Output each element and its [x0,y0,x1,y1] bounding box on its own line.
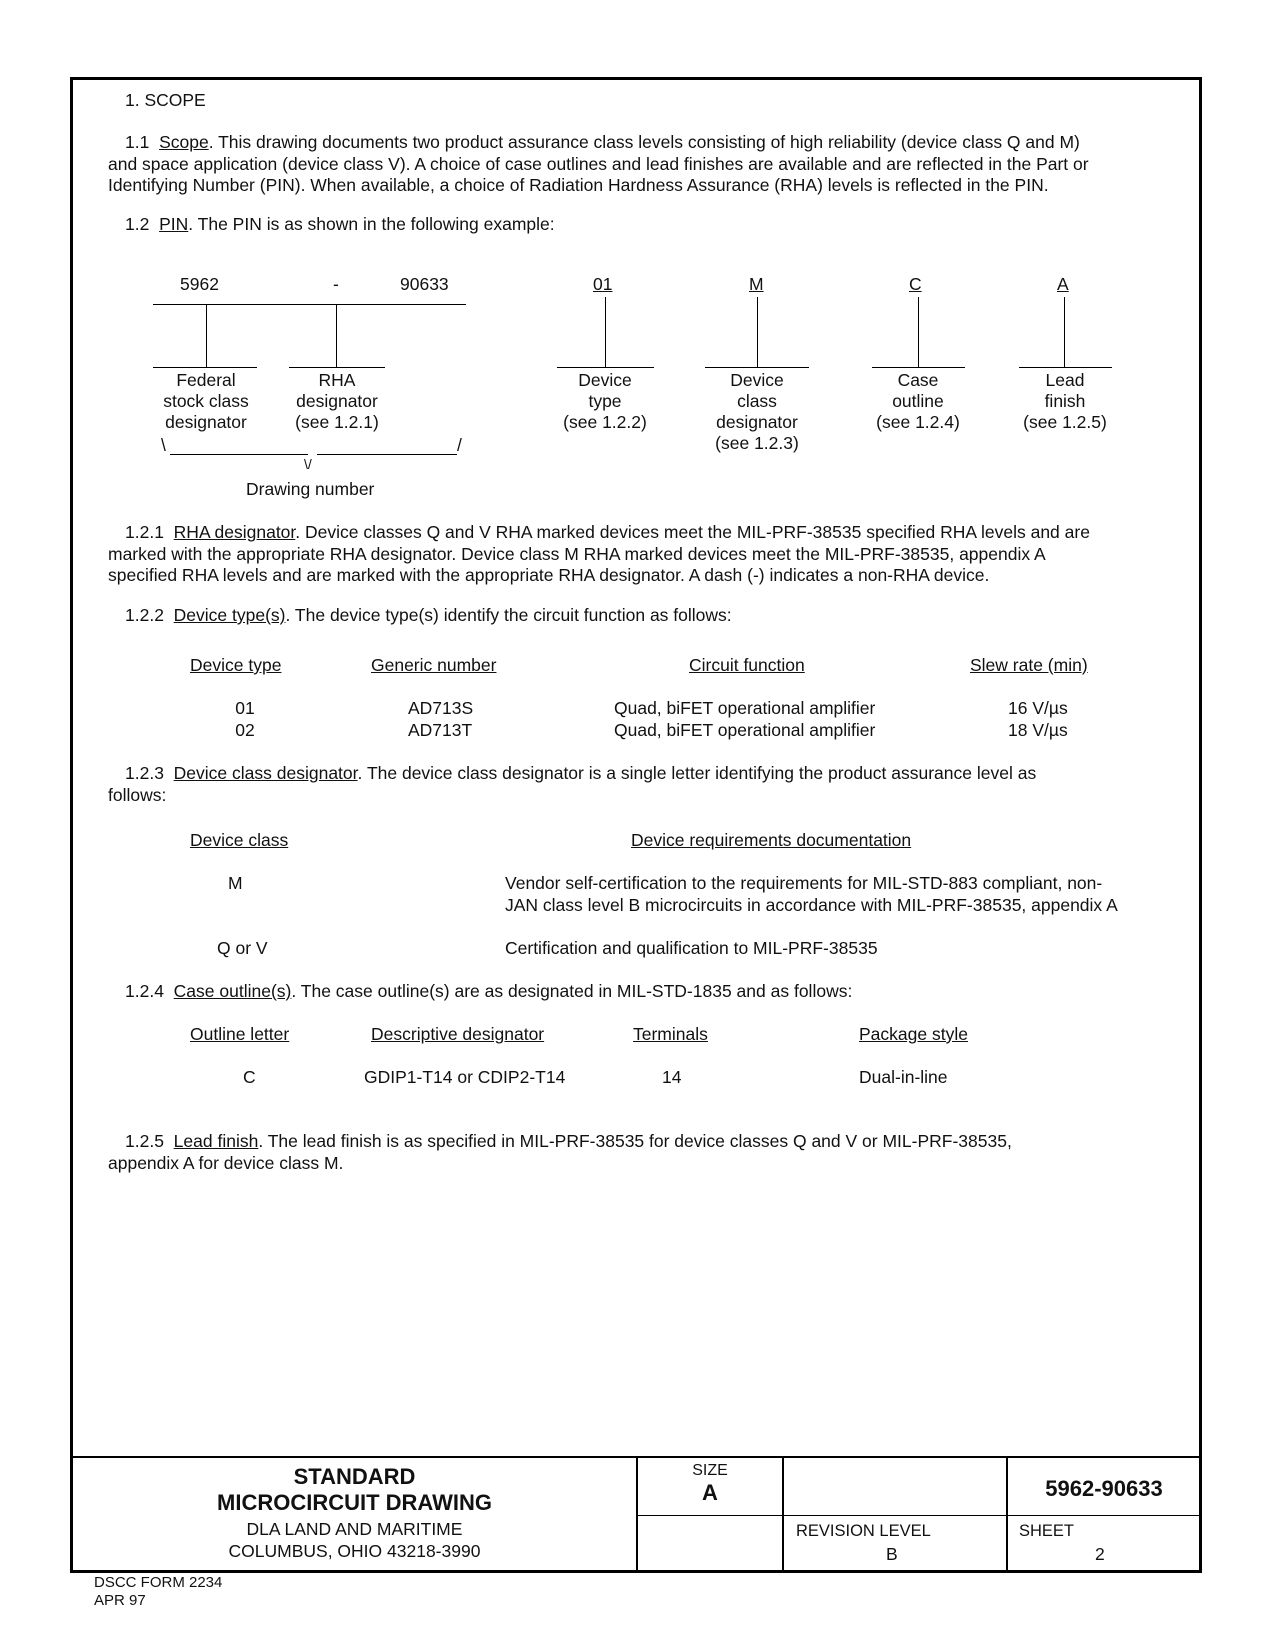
table-cell: Dual-in-line [859,1067,948,1087]
brace-point: \/ [304,456,312,472]
table-header: Descriptive designator [371,1024,545,1044]
label-bar [153,367,257,368]
table-header: Generic number [371,655,497,675]
connector-line [206,305,207,367]
para-text: . Device classes Q and V RHA marked devices meet the MIL-PRF-38535 specified RHA levels and are [295,522,1090,542]
table-cell: JAN class level B microcircuits in accordance with MIL-PRF-38535, appendix A [505,895,1118,915]
pin-drawing: 90633 [400,274,449,294]
table-header: Circuit function [689,655,805,675]
label-device-type: Device type (see 1.2.2) [563,370,647,432]
pin-case: C [909,274,922,294]
para-text: follows: [108,784,167,805]
pin-device-type: 01 [593,274,613,294]
para-number: 1.2 [125,214,150,234]
pin-device-class: M [749,274,764,294]
para-heading: Case outline(s) [173,981,292,1001]
table-cell: 01 [235,698,255,718]
table-cell: GDIP1-T14 or CDIP2-T14 [364,1067,566,1087]
brace-line [170,454,308,455]
connector-line [918,297,919,367]
table-cell: Vendor self-certification to the requirements for MIL-STD-883 compliant, non- [505,873,1103,893]
table-header: Terminals [633,1024,708,1044]
table-header: Package style [859,1024,968,1044]
brace-left: \ [161,435,166,455]
para-number: 1.1 [125,132,150,152]
label-lead: Lead finish (see 1.2.5) [1023,370,1107,432]
tb-standard: STANDARD [293,1464,416,1489]
label-device-class: Device class designator (see 1.2.3) [715,370,799,453]
paragraph-1-2-4 [108,981,1188,1003]
label-rha: RHA designator (see 1.2.1) [295,370,379,432]
table-cell: 18 V/µs [1008,720,1068,740]
table-header: Outline letter [190,1024,290,1044]
para-number: 1.2.1 [125,522,164,542]
paragraph-1-2-2 [108,605,1188,627]
para-text: . The case outline(s) are as designated in MIL-STD-1835 and as follows: [291,981,853,1001]
para-text: . The PIN is as shown in the following example: [188,214,555,234]
para-heading: Scope [159,132,209,152]
para-text: . The device type(s) identify the circuit function as follows: [285,605,732,625]
para-heading: Lead finish [173,1131,259,1151]
table-cell: Quad, biFET operational amplifier [614,720,876,740]
drawing-number-label: Drawing number [246,479,375,499]
table-cell: 16 V/µs [1008,698,1068,718]
table-header: Device requirements documentation [631,830,912,850]
label-bar [872,367,965,368]
para-text: specified RHA levels and are marked with the appropriate RHA designator. A dash (-) indicates a non-RHA device. [108,565,990,585]
para-text: Identifying Number (PIN). When available, a choice of Radiation Hardness Assurance (RHA) levels is reflected in the PIN. [108,175,1049,195]
connector-line [605,297,606,367]
tb-sheet-value: 2 [1095,1544,1105,1564]
para-heading: Device class designator [173,763,358,783]
pin-dash: - [333,274,339,294]
tb-address: COLUMBUS, OHIO 43218-3990 [228,1541,481,1561]
paragraph-1-1 [108,132,1188,197]
paragraph-1-2-3 [108,763,1188,806]
tb-agency: DLA LAND AND MARITIME [246,1519,463,1539]
form-id: DSCC FORM 2234 APR 97 [94,1574,223,1609]
tb-drawing-number: 5962-90633 [1045,1476,1163,1501]
table-cell: Q or V [217,938,268,958]
table-cell: AD713T [408,720,473,740]
tb-size-label: SIZE [692,1462,728,1479]
para-text: marked with the appropriate RHA designator. Device class M RHA marked devices meet the MIL-PRF-38535, appendix A [108,543,1046,564]
label-bar [1019,367,1112,368]
label-bar [705,367,809,368]
label-case: Case outline (see 1.2.4) [876,370,960,432]
para-text: appendix A for device class M. [108,1152,344,1173]
para-text: . The device class designator is a single letter identifying the product assurance level as [357,763,1037,783]
label-bar [557,367,654,368]
para-text: . This drawing documents two product assurance class levels consisting of high reliability (device class Q and M) [208,132,1080,152]
paragraph-1-2-5 [108,1131,1188,1174]
brace-line [317,454,457,455]
connector-line [336,305,337,367]
table-cell: Quad, biFET operational amplifier [614,698,876,718]
tb-sheet-label: SHEET [1019,1522,1075,1540]
para-number: 1.2.5 [125,1131,164,1151]
paragraph-1-2 [108,214,1188,236]
brace-right: / [457,435,462,455]
para-text: and space application (device class V). A choice of case outlines and lead finishes are available and are reflected in the Part or [108,153,1089,174]
tb-mcd: MICROCIRCUIT DRAWING [217,1490,492,1515]
para-number: 1.2.4 [125,981,164,1001]
paragraph-1-2-1 [108,522,1188,587]
para-text: . The lead finish is as specified in MIL-PRF-38535 for device classes Q and V or MIL-PRF-38535, [258,1131,1012,1151]
tb-size-value: A [702,1480,718,1505]
table-header: Device class [190,830,289,850]
para-number: 1.2.3 [125,763,164,783]
table-cell: C [243,1067,256,1087]
tb-revision-value: B [886,1544,898,1564]
table-header: Slew rate (min) [970,655,1088,675]
table-cell: Certification and qualification to MIL-PRF-38535 [505,938,878,958]
table-cell: AD713S [408,698,474,718]
para-number: 1.2.2 [125,605,164,625]
pin-underline [153,304,466,305]
table-cell: M [228,873,243,893]
para-heading: Device type(s) [173,605,286,625]
page-frame [70,77,1202,1573]
label-fsc: Federal stock class designator [163,370,249,432]
para-heading: RHA designator [173,522,296,542]
pin-lead: A [1057,274,1069,294]
section-title: 1. SCOPE [125,90,206,110]
table-cell: 02 [235,720,255,740]
connector-line [1064,297,1065,367]
label-bar [289,367,385,368]
table-header: Device type [190,655,282,675]
para-heading: PIN [159,214,189,234]
table-cell: 14 [662,1067,682,1087]
pin-fsc: 5962 [180,274,219,294]
tb-revision-label: REVISION LEVEL [796,1522,931,1540]
connector-line [757,297,758,367]
